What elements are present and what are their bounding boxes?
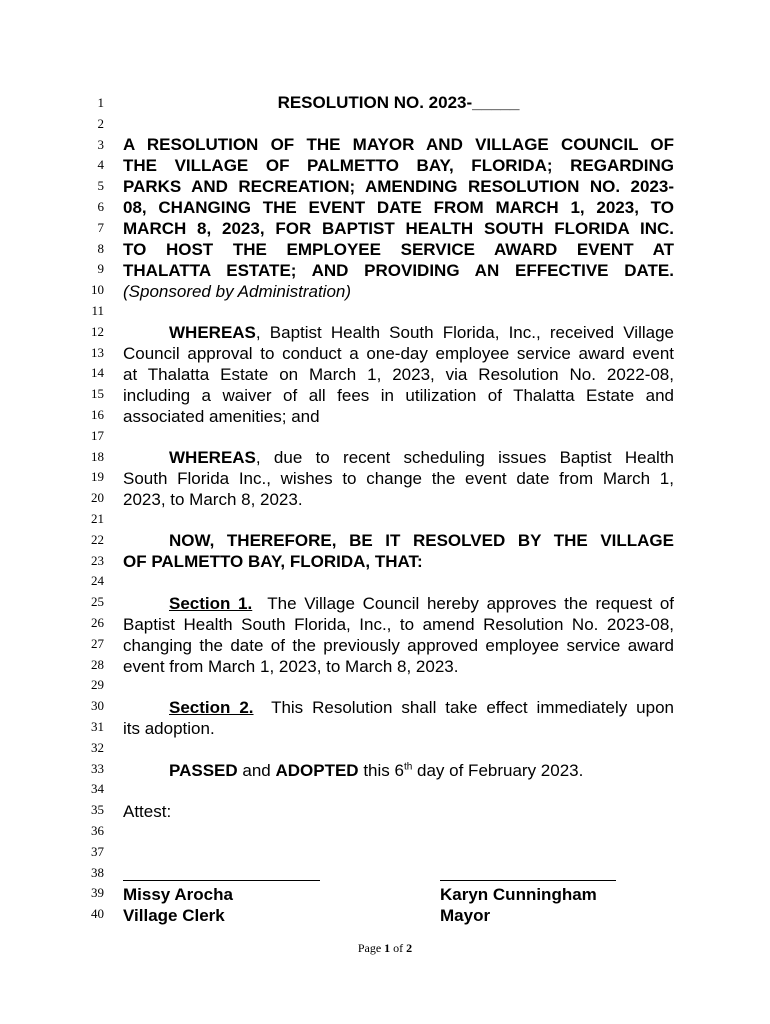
line-number: 29 [91,677,104,693]
line-number: 6 [97,199,104,214]
line-number: 2 [97,115,104,131]
attest-label: Attest: [123,802,172,821]
section-text: This Resolution shall take effect immediately upon [253,698,674,717]
whereas-2-line: South Florida Inc., wishes to change the event date from March 1, [123,469,674,488]
heading-line: PARKS AND RECREATION; AMENDING RESOLUTION NO. 2023- [123,177,674,196]
line-number: 20 [91,490,104,506]
line-number: 22 [91,531,104,547]
line-number: 16 [91,407,104,422]
line-number: 30 [91,698,104,714]
line-number: 8 [97,240,104,256]
line-number: 33 [91,760,104,776]
heading-line: A RESOLUTION OF THE MAYOR AND VILLAGE COUNCIL OF [123,135,674,154]
resolution-title: RESOLUTION NO. 2023-_____ [277,93,520,112]
section-2-line: its adoption. [123,719,215,738]
heading-line: THE VILLAGE OF PALMETTO BAY, FLORIDA; REGARDING [123,156,674,175]
line-number: 1 [97,95,104,110]
resolved-clause: NOW, THEREFORE, BE IT RESOLVED BY THE VILLAGE [169,531,674,550]
clerk-signature-line [123,880,320,881]
passed-date-rest: day of February 2023. [412,761,584,780]
line-number: 35 [91,802,104,818]
line-number: 15 [91,386,104,402]
section-1-line: event from March 1, 2023, to March 8, 2023. [123,657,459,676]
passed-keyword: PASSED [169,761,238,780]
heading-line: THALATTA ESTATE; AND PROVIDING AN EFFECTIVE DATE. [123,261,674,280]
passed-adopted-line [123,761,674,782]
clerk-name: Missy Arocha [123,885,233,904]
whereas-1-line: associated amenities; and [123,407,320,426]
whereas-keyword: WHEREAS [169,448,256,467]
line-number: 36 [91,823,104,838]
heading-line: TO HOST THE EMPLOYEE SERVICE AWARD EVENT AT [123,240,674,259]
line-number: 27 [91,635,104,651]
line-number: 19 [91,469,104,485]
section-2-first-line [123,698,674,719]
line-number: 11 [91,303,104,318]
line-number: 34 [91,781,104,797]
line-number: 21 [91,511,104,526]
section-label: Section 2. [169,698,254,717]
line-number: 17 [91,427,104,443]
line-number: 10 [91,282,104,298]
line-number: 26 [91,615,104,630]
line-number: 38 [91,864,104,880]
of-word: of [390,941,407,955]
clerk-title: Village Clerk [123,906,225,925]
resolved-clause: OF PALMETTO BAY, FLORIDA, THAT: [123,552,423,571]
section-1-first-line [123,594,674,615]
heading-line: MARCH 8, 2023, FOR BAPTIST HEALTH SOUTH FLORIDA INC. [123,219,674,238]
line-number: 14 [91,365,104,381]
page-footer [0,941,770,956]
whereas-2-line: 2023, to March 8, 2023. [123,490,303,509]
sponsor-note: (Sponsored by Administration) [123,282,352,301]
mayor-title: Mayor [440,906,491,925]
whereas-text: , Baptist Health South Florida, Inc., received Village [255,323,674,342]
page-total: 2 [406,941,413,955]
line-number: 4 [97,157,104,173]
whereas-1-first-line [123,323,674,344]
line-number: 3 [97,136,104,152]
passed-date-text: this 6 [358,761,404,780]
line-number: 13 [91,344,104,360]
page-number: 1 [384,941,391,955]
mayor-name: Karyn Cunningham [440,885,597,904]
line-number: 23 [91,552,104,568]
line-number: 12 [91,323,104,339]
line-number: 31 [91,719,104,734]
line-number: 25 [91,594,104,610]
whereas-keyword: WHEREAS [169,323,256,342]
adopted-keyword: ADOPTED [275,761,359,780]
line-number: 40 [91,906,104,922]
line-number: 7 [97,219,104,235]
whereas-2-first-line [123,448,674,469]
line-number: 39 [91,885,104,901]
line-number: 5 [97,178,104,194]
whereas-text: , due to recent scheduling issues Baptist Health [255,448,674,467]
heading-line: 08, CHANGING THE EVENT DATE FROM MARCH 1, 2023, TO [123,198,674,217]
passed-and: and [237,761,276,780]
section-1-line: changing the date of the previously approved employee service award [123,636,674,655]
line-number: 28 [91,656,104,672]
whereas-1-line: Council approval to conduct a one-day employee service award event [123,344,674,363]
mayor-signature-line [440,880,616,881]
line-number: 37 [91,843,104,859]
whereas-1-line: including a waiver of all fees in utilization of Thalatta Estate and [123,386,674,405]
whereas-1-line: at Thalatta Estate on March 1, 2023, via Resolution No. 2022-08, [123,365,674,384]
line-number: 24 [91,573,104,589]
section-1-line: Baptist Health South Florida, Inc., to amend Resolution No. 2023-08, [123,615,674,634]
line-number: 32 [91,739,104,755]
line-number: 9 [97,261,104,277]
ordinal-suffix: th [403,761,413,773]
section-text: The Village Council hereby approves the request of [252,594,675,613]
section-label: Section 1. [169,594,253,613]
page-word: Page [357,941,385,955]
line-number: 18 [91,448,104,464]
